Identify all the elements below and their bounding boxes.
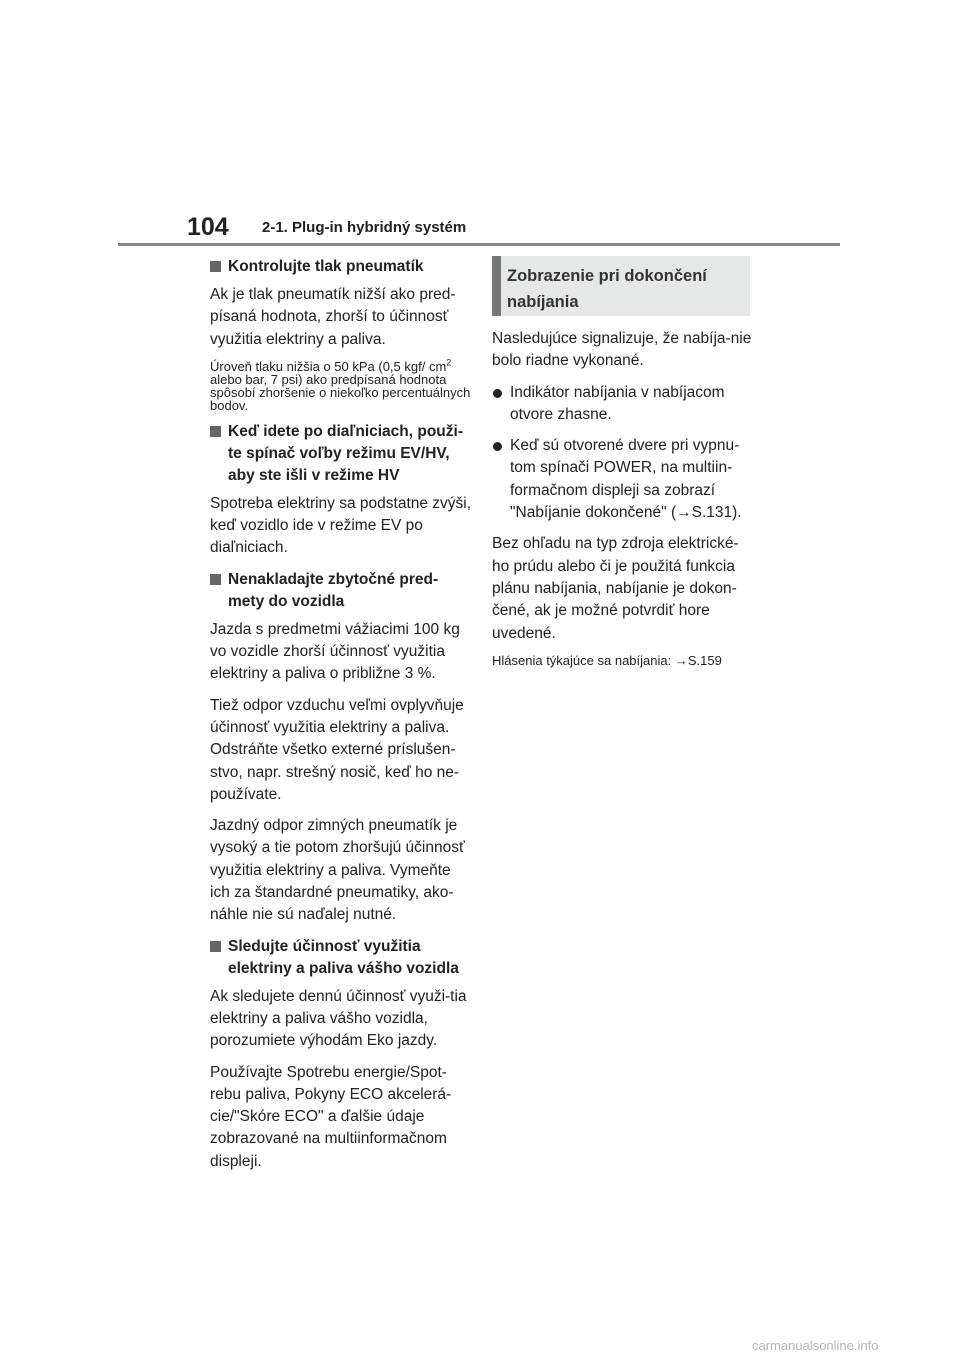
section-box-title: Zobrazenie pri dokončení nabíjania <box>492 256 750 316</box>
left-column <box>210 252 472 1182</box>
page-number: 104 <box>187 213 229 241</box>
note-pressure <box>210 357 472 413</box>
heading-monitor <box>210 936 472 980</box>
round-bullet-icon <box>493 389 502 398</box>
paragraph: Jazda s predmetmi vážiacimi 100 kg vo vozidle zhorší účinnosť využitia elektriny a paliva o približne 3 %. <box>210 620 460 683</box>
header-rule <box>118 243 840 246</box>
list-item <box>492 435 754 524</box>
list-item <box>492 382 754 427</box>
heading-text: Sledujte účinnosť využitia elektriny a paliva vášho vozidla <box>228 937 459 977</box>
list-item-text: Keď sú otvorené dvere pri vypnu-tom spínači POWER, na multiin-formačnom displeji sa zobrazí "Nabíjanie dokončené" (→S.131). <box>510 437 742 522</box>
square-bullet-icon <box>210 426 221 437</box>
heading-tire-pressure <box>210 256 472 278</box>
paragraph: Tiež odpor vzduchu veľmi ovplyvňuje účinnosť využitia elektriny a paliva. Odstráňte všetko externé príslušen-stvo, napr. strešný nosič, keď ho ne-používate. <box>210 696 464 803</box>
section-title: 2-1. Plug-in hybridný systém <box>262 219 467 236</box>
paragraph: Používajte Spotrebu energie/Spot-rebu paliva, Pokyny ECO akcelerá-cie/"Skóre ECO" a ďalšie údaje zobrazované na multiinformačnom displeji. <box>210 1063 452 1170</box>
square-bullet-icon <box>210 941 221 952</box>
superscript: 2 <box>446 357 452 368</box>
note-text: Úroveň tlaku nižšia o 50 kPa (0,5 kgf/ cm <box>210 358 447 374</box>
round-bullet-icon <box>493 442 502 451</box>
heading-text: Kontrolujte tlak pneumatík <box>228 258 424 275</box>
page-header <box>0 0 960 250</box>
heading-text: Keď idete po diaľniciach, použi-te spínač voľby režimu EV/HV, aby ste išli v režime HV <box>228 422 463 484</box>
heading-text: Nenakladajte zbytočné pred-mety do vozidla <box>228 570 439 610</box>
list-item-text: Indikátor nabíjania v nabíjacom otvore zhasne. <box>510 383 725 423</box>
paragraph: Jazdný odpor zimných pneumatík je vysoký a tie potom zhoršujú účinnosť využitia elektriny a paliva. Vymeňte ich za štandardné pneumatiky, ako-náhle nie sú naďalej nutné. <box>210 817 465 924</box>
watermark: carmanualsonline.info <box>752 1338 879 1353</box>
paragraph: Spotreba elektriny sa podstatne zvýši, keď vozidlo ide v režime EV po diaľniciach. <box>210 494 472 557</box>
heading-load <box>210 569 472 613</box>
heading-highways <box>210 421 472 487</box>
square-bullet-icon <box>210 261 221 272</box>
note-text: alebo bar, 7 psi) ako predpísaná hodnota spôsobí zhoršenie o niekoľko percentuálnych bodov. <box>210 371 471 413</box>
paragraph: Ak sledujete dennú účinnosť využi-tia elektriny a paliva vášho vozidla, porozumiete výhodám Eko jazdy. <box>210 987 467 1050</box>
square-bullet-icon <box>210 574 221 585</box>
paragraph: Ak je tlak pneumatík nižší ako pred-písaná hodnota, zhorší to účinnosť využitia elektriny a paliva. <box>210 286 456 348</box>
paragraph: Bez ohľadu na typ zdroja elektrické-ho prúdu alebo či je použitá funkcia plánu nabíjania, nabíjanie je dokon-čené, ak je možné potvrdiť hore uvedené. <box>492 535 739 642</box>
right-column <box>492 252 754 676</box>
note-messages: Hlásenia týkajúce sa nabíjania: →S.159 <box>492 652 722 668</box>
paragraph: Nasledujúce signalizuje, že nabíja-nie bolo riadne vykonané. <box>492 330 752 370</box>
